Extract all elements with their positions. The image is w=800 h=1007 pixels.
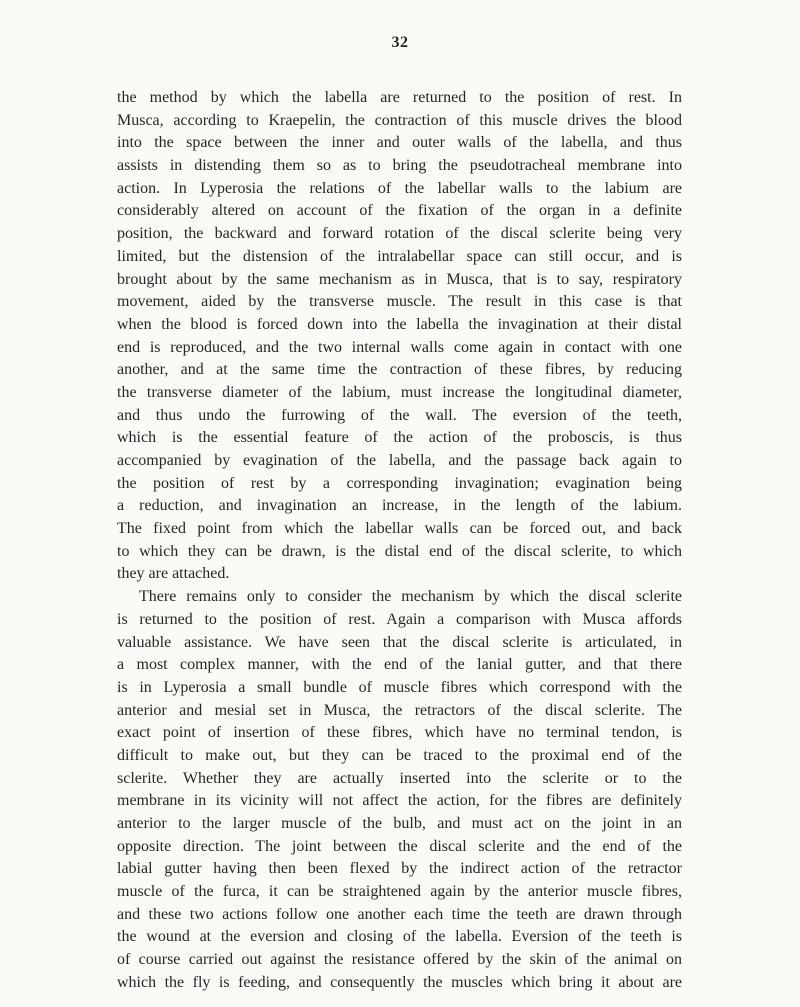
text-line: opposite direction. The joint between the discal sclerite and the end of the	[117, 837, 682, 855]
text-line: end is reproduced, and the two internal walls come again in contact with one	[117, 338, 682, 356]
text-line: and thus undo the furrowing of the wall. The eversion of the teeth,	[117, 406, 682, 424]
text-line: exact point of insertion of these fibres, which have no terminal tendon, is	[117, 724, 682, 742]
text-line: assists in distending them so as to bring the pseudotracheal membrane into	[117, 157, 682, 175]
text-line: anterior and mesial set in Musca, the retractors of the discal sclerite. The	[117, 701, 682, 719]
text-line: a reduction, and invagination an increase, in the length of the labium.	[117, 497, 682, 515]
text-line: another, and at the same time the contraction of these fibres, by reducing	[117, 361, 682, 379]
text-line: the transverse diameter of the labium, must increase the longitudinal diameter,	[117, 383, 682, 401]
text-line: the position of rest by a corresponding invagination; evagination being	[117, 474, 682, 492]
text-line: of course carried out against the resistance offered by the skin of the animal on	[117, 951, 682, 969]
text-line: the method by which the labella are returned to the position of rest. In	[117, 89, 682, 106]
text-line: the wound at the eversion and closing of the labella. Eversion of the teeth is	[117, 928, 682, 946]
text-line: Musca, according to Kraepelin, the contraction of this muscle drives the blood	[117, 111, 682, 129]
text-line: anterior to the larger muscle of the bulb, and must act on the joint in an	[117, 815, 682, 832]
text-line: a most complex manner, with the end of the lanial gutter, and that there	[117, 656, 682, 674]
text-line: The fixed point from which the labellar walls can be forced out, and back	[117, 520, 682, 538]
text-line: muscle of the furca, it can be straightened again by the anterior muscle fibres,	[117, 883, 682, 901]
paragraph-start-line: There remains only to consider the mechanism by which the discal sclerite	[139, 588, 682, 606]
page-number: 32	[391, 34, 409, 51]
text-line: labial gutter having then been flexed by the indirect action of the retractor	[117, 860, 682, 878]
text-line: to which they can be drawn, is the distal end of the discal sclerite, to which	[117, 542, 682, 560]
body-text	[117, 87, 682, 995]
text-line: movement, aided by the transverse muscle. The result in this case is that	[117, 293, 682, 311]
text-line: brought about by the same mechanism as in Musca, that is to say, respiratory	[117, 270, 682, 288]
text-line: considerably altered on account of the fixation of the organ in a definite	[117, 202, 682, 220]
text-line: which the fly is feeding, and consequently the muscles which bring it about are	[117, 973, 682, 991]
text-line: which is the essential feature of the action of the proboscis, is thus	[117, 429, 682, 447]
text-line: is returned to the position of rest. Again a comparison with Musca affords	[117, 610, 682, 628]
text-line: action. In Lyperosia the relations of the labellar walls to the labium are	[117, 179, 682, 197]
text-line: valuable assistance. We have seen that the discal sclerite is articulated, in	[117, 633, 682, 651]
text-line: position, the backward and forward rotation of the discal sclerite being very	[117, 225, 682, 243]
text-line: limited, but the distension of the intralabellar space can still occur, and is	[117, 247, 682, 265]
text-line: is in Lyperosia a small bundle of muscle fibres which correspond with the	[117, 678, 682, 696]
text-line: accompanied by evagination of the labella, and the passage back again to	[117, 452, 682, 469]
text-line: sclerite. Whether they are actually inserted into the sclerite or to the	[117, 769, 682, 787]
paragraph-end-line: they are attached.	[117, 565, 230, 583]
text-line: difficult to make out, but they can be traced to the proximal end of the	[117, 746, 682, 764]
text-line: membrane in its vicinity will not affect the action, for the fibres are definitely	[117, 792, 682, 810]
text-line: into the space between the inner and outer walls of the labella, and thus	[117, 134, 682, 152]
text-line: and these two actions follow one another each time the teeth are drawn through	[117, 905, 682, 923]
text-line: when the blood is forced down into the labella the invagination at their distal	[117, 315, 682, 333]
